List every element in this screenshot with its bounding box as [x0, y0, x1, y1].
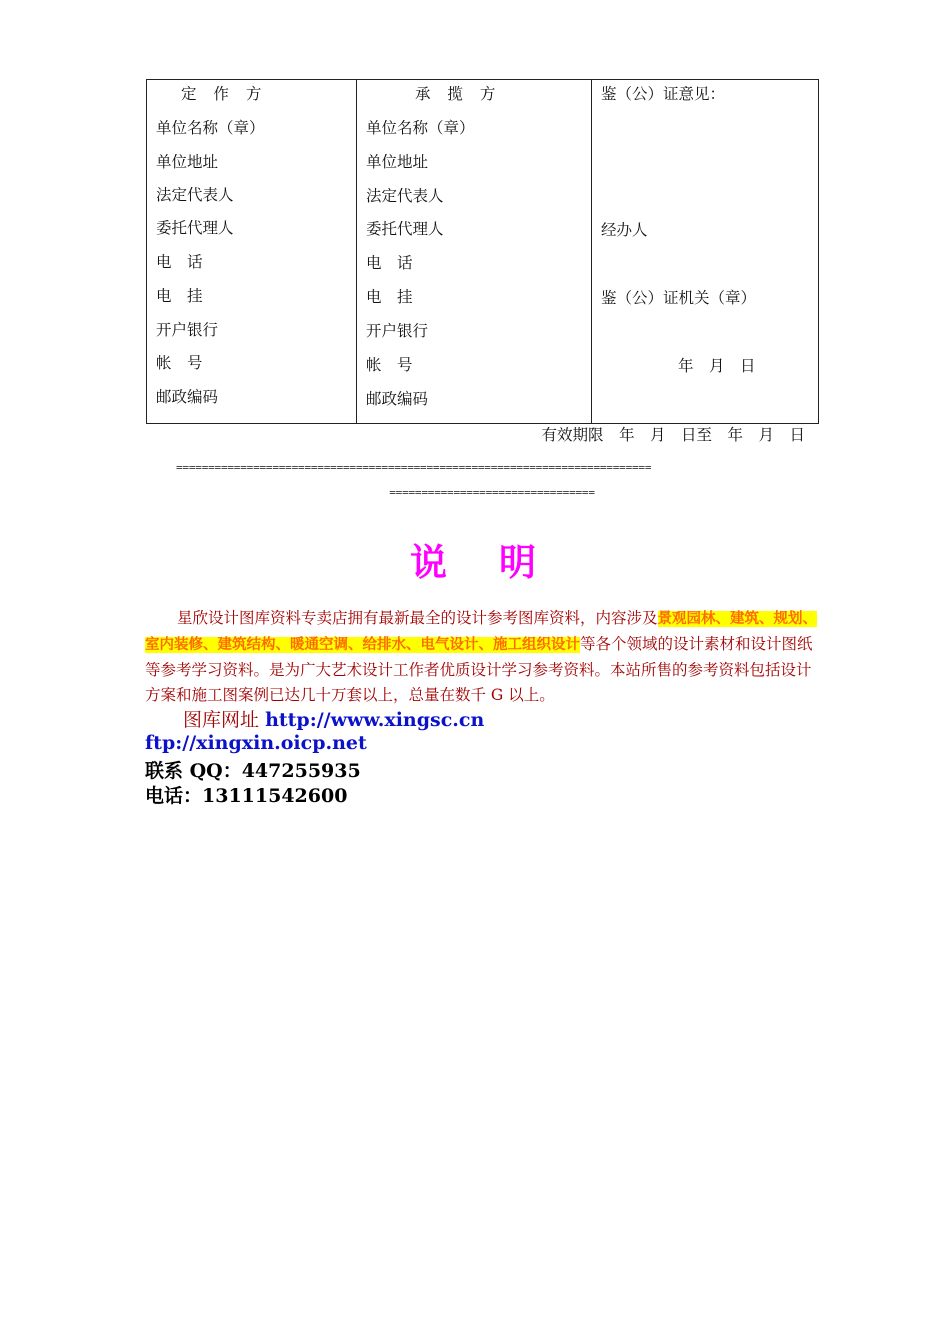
separator-line-1: ========================================================================== — [176, 461, 652, 474]
site-label: 图库网址 — [183, 709, 260, 731]
notes-paragraph-prefix: 星欣设计图库资料专卖店拥有最新最全的设计参考图库资料，内容涉及 — [177, 609, 658, 627]
notary-cell — [592, 80, 819, 424]
party-a-phone: 电 话 — [156, 253, 203, 271]
notary-handler-label: 经办人 — [601, 221, 648, 239]
party-a-bank: 开户银行 — [156, 321, 219, 339]
notes-paragraph-suffix: 等各个领域的设计素材和设计图纸等参考学习资料。是为广大艺术设计工作者优质设计学习参考资料。本站所售的参考资料包括设计方案和施工图案例已达几十万套以上，总量在数千 G 以上。 — [145, 635, 813, 704]
party-b-bank: 开户银行 — [366, 322, 429, 340]
party-b-unit-name: 单位名称（章） — [366, 119, 475, 137]
party-a-header: 定 作 方 — [181, 85, 268, 103]
party-a-address: 单位地址 — [156, 153, 219, 171]
party-a-legal-rep: 法定代表人 — [156, 186, 234, 204]
party-a-postcode: 邮政编码 — [156, 388, 219, 406]
notary-authority-label: 鉴（公）证机关（章） — [601, 289, 757, 307]
phone-contact: 电话：13111542600 — [145, 785, 348, 807]
party-b-phone: 电 话 — [366, 254, 413, 272]
party-a-telegraph: 电 挂 — [156, 287, 203, 305]
party-a-unit-name: 单位名称（章） — [156, 119, 265, 137]
validity-period: 有效期限 年 月 日至 年 月 日 — [541, 426, 805, 444]
notes-title: 说明 — [410, 541, 588, 584]
notary-opinion-label: 鉴（公）证意见： — [601, 85, 726, 103]
qq-contact: 联系 QQ：447255935 — [145, 760, 361, 782]
notary-date-label: 年 月 日 — [678, 357, 756, 375]
site-link[interactable]: http://www.xingsc.cn — [265, 709, 485, 731]
ftp-link[interactable]: ftp://xingxin.oicp.net — [145, 732, 367, 754]
site-line — [183, 705, 484, 732]
separator-line-2: ================================ — [389, 486, 595, 499]
party-b-address: 单位地址 — [366, 153, 429, 171]
party-b-cell — [357, 80, 592, 424]
party-b-account: 帐 号 — [366, 356, 413, 374]
party-b-legal-rep: 法定代表人 — [366, 187, 444, 205]
party-a-agent: 委托代理人 — [156, 219, 234, 237]
party-b-agent: 委托代理人 — [366, 220, 444, 238]
notes-paragraph — [145, 606, 825, 708]
contract-signature-table — [146, 79, 819, 424]
party-a-cell — [147, 80, 357, 424]
party-b-header: 承 揽 方 — [415, 85, 502, 103]
party-b-postcode: 邮政编码 — [366, 390, 429, 408]
party-b-telegraph: 电 挂 — [366, 288, 413, 306]
notes-paragraph-highlight: 景观园林、建筑、规划、室内装修、建筑结构、暖通空调、给排水、电气设计、施工组织设计 — [145, 611, 818, 653]
party-a-account: 帐 号 — [156, 354, 203, 372]
